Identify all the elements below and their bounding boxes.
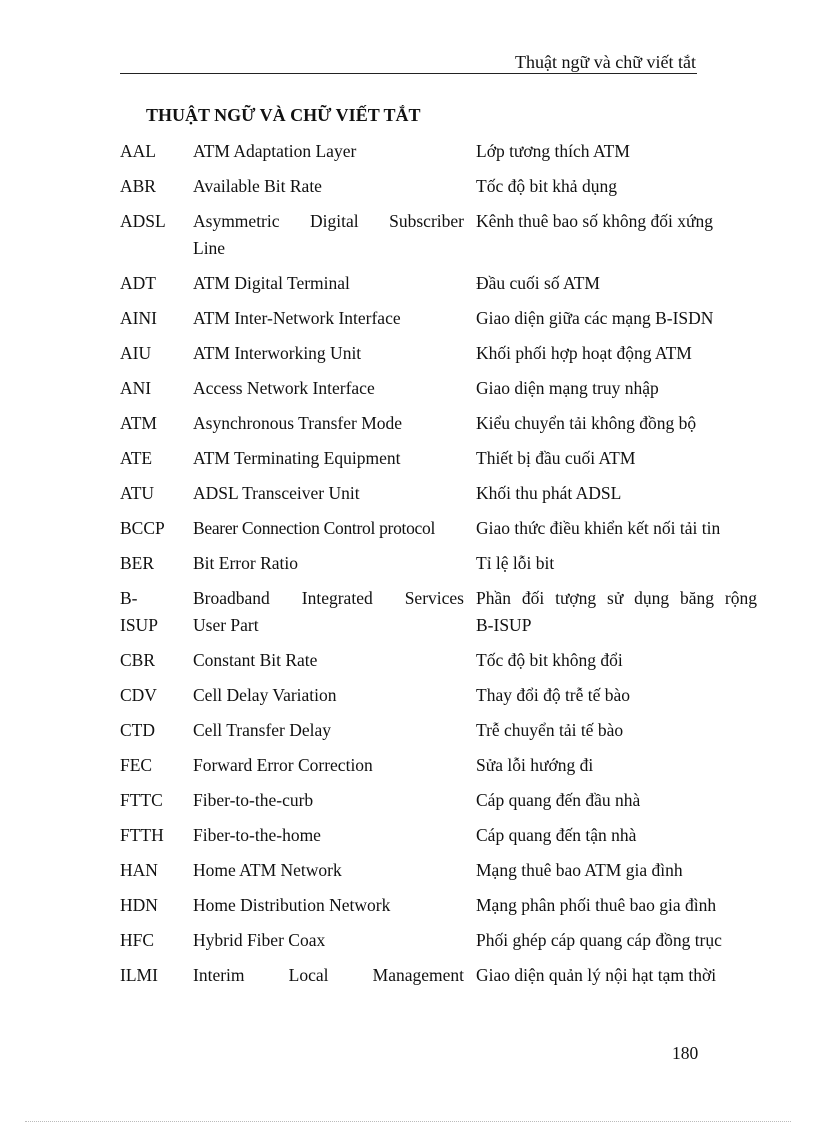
glossary-row xyxy=(120,340,760,367)
glossary-english: Available Bit Rate xyxy=(193,176,322,196)
glossary-english: ATM Inter-Network Interface xyxy=(193,308,401,328)
glossary-vietnamese: Đầu cuối số ATM xyxy=(476,273,600,293)
glossary-english: Bearer Connection Control protocol xyxy=(193,518,436,538)
glossary-row xyxy=(120,515,760,542)
glossary-english-line: Line xyxy=(193,238,226,258)
glossary-vietnamese: Cáp quang đến tận nhà xyxy=(476,825,637,845)
glossary-vietnamese-line: B-ISUP xyxy=(476,615,532,635)
glossary-abbreviation: ADT xyxy=(120,273,156,293)
glossary-row xyxy=(120,480,760,507)
glossary-english-line: User Part xyxy=(193,615,259,635)
glossary-vietnamese: Lớp tương thích ATM xyxy=(476,141,630,161)
glossary-vietnamese: Kênh thuê bao số không đối xứng xyxy=(476,211,713,231)
glossary-row xyxy=(120,550,760,577)
glossary-abbreviation: ABR xyxy=(120,176,156,196)
glossary-english: Home Distribution Network xyxy=(193,895,391,915)
glossary-row xyxy=(120,270,760,297)
glossary-vietnamese-line: Phần đối tượng sử dụng băng rộng xyxy=(476,588,757,608)
glossary-english: Fiber-to-the-home xyxy=(193,825,321,845)
glossary-vietnamese: Trễ chuyển tải tế bào xyxy=(476,720,624,740)
glossary-abbreviation: ADSL xyxy=(120,211,166,231)
glossary-vietnamese: Giao diện mạng truy nhập xyxy=(476,378,659,398)
glossary-english: Cell Transfer Delay xyxy=(193,720,332,740)
glossary-abbreviation: FTTH xyxy=(120,825,164,845)
page-number: 180 xyxy=(672,1043,699,1063)
glossary-abbreviation: ILMI xyxy=(120,965,158,985)
glossary-english: ATM Interworking Unit xyxy=(193,343,362,363)
glossary-abbreviation: CDV xyxy=(120,685,157,705)
glossary-row xyxy=(120,752,760,779)
glossary-row xyxy=(120,410,760,437)
glossary-english: Home ATM Network xyxy=(193,860,342,880)
glossary-vietnamese xyxy=(464,585,757,639)
glossary-abbreviation: BER xyxy=(120,553,155,573)
glossary-row xyxy=(120,717,760,744)
glossary-row xyxy=(120,445,760,472)
glossary-row xyxy=(120,857,760,884)
glossary-abbreviation: CBR xyxy=(120,650,156,670)
glossary-row xyxy=(120,305,760,332)
glossary-abbreviation-line: B- xyxy=(120,588,138,608)
glossary-vietnamese: Mạng phân phối thuê bao gia đình xyxy=(476,895,717,915)
glossary-english: Bit Error Ratio xyxy=(193,553,298,573)
glossary-english: Hybrid Fiber Coax xyxy=(193,930,326,950)
glossary-vietnamese: Tốc độ bit không đổi xyxy=(476,650,623,670)
glossary-vietnamese: Thiết bị đầu cuối ATM xyxy=(476,448,636,468)
glossary-abbreviation: FTTC xyxy=(120,790,163,810)
glossary-row xyxy=(120,927,760,954)
glossary-english: ATM Terminating Equipment xyxy=(193,448,401,468)
glossary-vietnamese: Giao diện giữa các mạng B-ISDN xyxy=(476,308,714,328)
glossary-vietnamese: Phối ghép cáp quang cáp đồng trục xyxy=(476,930,722,950)
glossary-row xyxy=(120,647,760,674)
glossary-abbreviation: ATU xyxy=(120,483,155,503)
glossary-vietnamese: Khối thu phát ADSL xyxy=(476,483,622,503)
glossary-row xyxy=(120,138,760,165)
glossary-abbreviation xyxy=(120,585,193,639)
glossary-vietnamese: Sửa lỗi hướng đi xyxy=(476,755,594,775)
glossary-abbreviation: ANI xyxy=(120,378,152,398)
glossary-english: Interim Local Management xyxy=(193,965,464,985)
glossary-vietnamese: Kiểu chuyển tải không đồng bộ xyxy=(476,413,697,433)
glossary-abbreviation: FEC xyxy=(120,755,153,775)
running-header-title: Thuật ngữ và chữ viết tắt xyxy=(515,52,696,72)
glossary-abbreviation: HAN xyxy=(120,860,158,880)
glossary-english: ATM Adaptation Layer xyxy=(193,141,357,161)
glossary-row xyxy=(120,375,760,402)
header-rule xyxy=(120,73,697,74)
glossary-english: ATM Digital Terminal xyxy=(193,273,350,293)
page-bottom-border xyxy=(25,1121,791,1122)
glossary-vietnamese: Giao diện quản lý nội hạt tạm thời xyxy=(476,965,717,985)
glossary-row xyxy=(120,892,760,919)
glossary-row xyxy=(120,962,760,989)
glossary-vietnamese: Mạng thuê bao ATM gia đình xyxy=(476,860,683,880)
glossary-english-line: Asymmetric Digital Subscriber xyxy=(193,211,464,231)
glossary-abbreviation: HDN xyxy=(120,895,158,915)
glossary-row xyxy=(120,208,760,262)
glossary-row xyxy=(120,173,760,200)
glossary-vietnamese: Tỉ lệ lỗi bit xyxy=(476,553,555,573)
glossary-abbreviation: AAL xyxy=(120,141,156,161)
glossary-abbreviation: ATM xyxy=(120,413,157,433)
glossary-abbreviation: AIU xyxy=(120,343,152,363)
glossary-vietnamese: Thay đổi độ trễ tế bào xyxy=(476,685,631,705)
glossary-english xyxy=(193,208,464,262)
glossary-english: Access Network Interface xyxy=(193,378,375,398)
glossary-vietnamese: Giao thức điều khiển kết nối tải tin xyxy=(476,518,721,538)
glossary-row xyxy=(120,682,760,709)
glossary-abbreviation: HFC xyxy=(120,930,155,950)
glossary-vietnamese: Tốc độ bit khả dụng xyxy=(476,176,617,196)
section-title: THUẬT NGỮ VÀ CHỮ VIẾT TẮT xyxy=(146,105,421,125)
glossary-list xyxy=(120,138,760,989)
glossary-abbreviation: ATE xyxy=(120,448,153,468)
glossary-row xyxy=(120,585,760,639)
glossary-abbreviation: AINI xyxy=(120,308,157,328)
glossary-row xyxy=(120,787,760,814)
glossary-english: ADSL Transceiver Unit xyxy=(193,483,360,503)
glossary-english xyxy=(193,585,464,639)
glossary-english: Fiber-to-the-curb xyxy=(193,790,314,810)
glossary-english-line: Broadband Integrated Services xyxy=(193,588,464,608)
glossary-english: Cell Delay Variation xyxy=(193,685,337,705)
glossary-abbreviation: CTD xyxy=(120,720,155,740)
glossary-english: Asynchronous Transfer Mode xyxy=(193,413,403,433)
glossary-abbreviation: BCCP xyxy=(120,518,165,538)
glossary-vietnamese: Khối phối hợp hoạt động ATM xyxy=(476,343,692,363)
glossary-english: Constant Bit Rate xyxy=(193,650,318,670)
glossary-abbreviation-line: ISUP xyxy=(120,615,158,635)
glossary-english: Forward Error Correction xyxy=(193,755,373,775)
glossary-row xyxy=(120,822,760,849)
glossary-vietnamese: Cáp quang đến đầu nhà xyxy=(476,790,641,810)
